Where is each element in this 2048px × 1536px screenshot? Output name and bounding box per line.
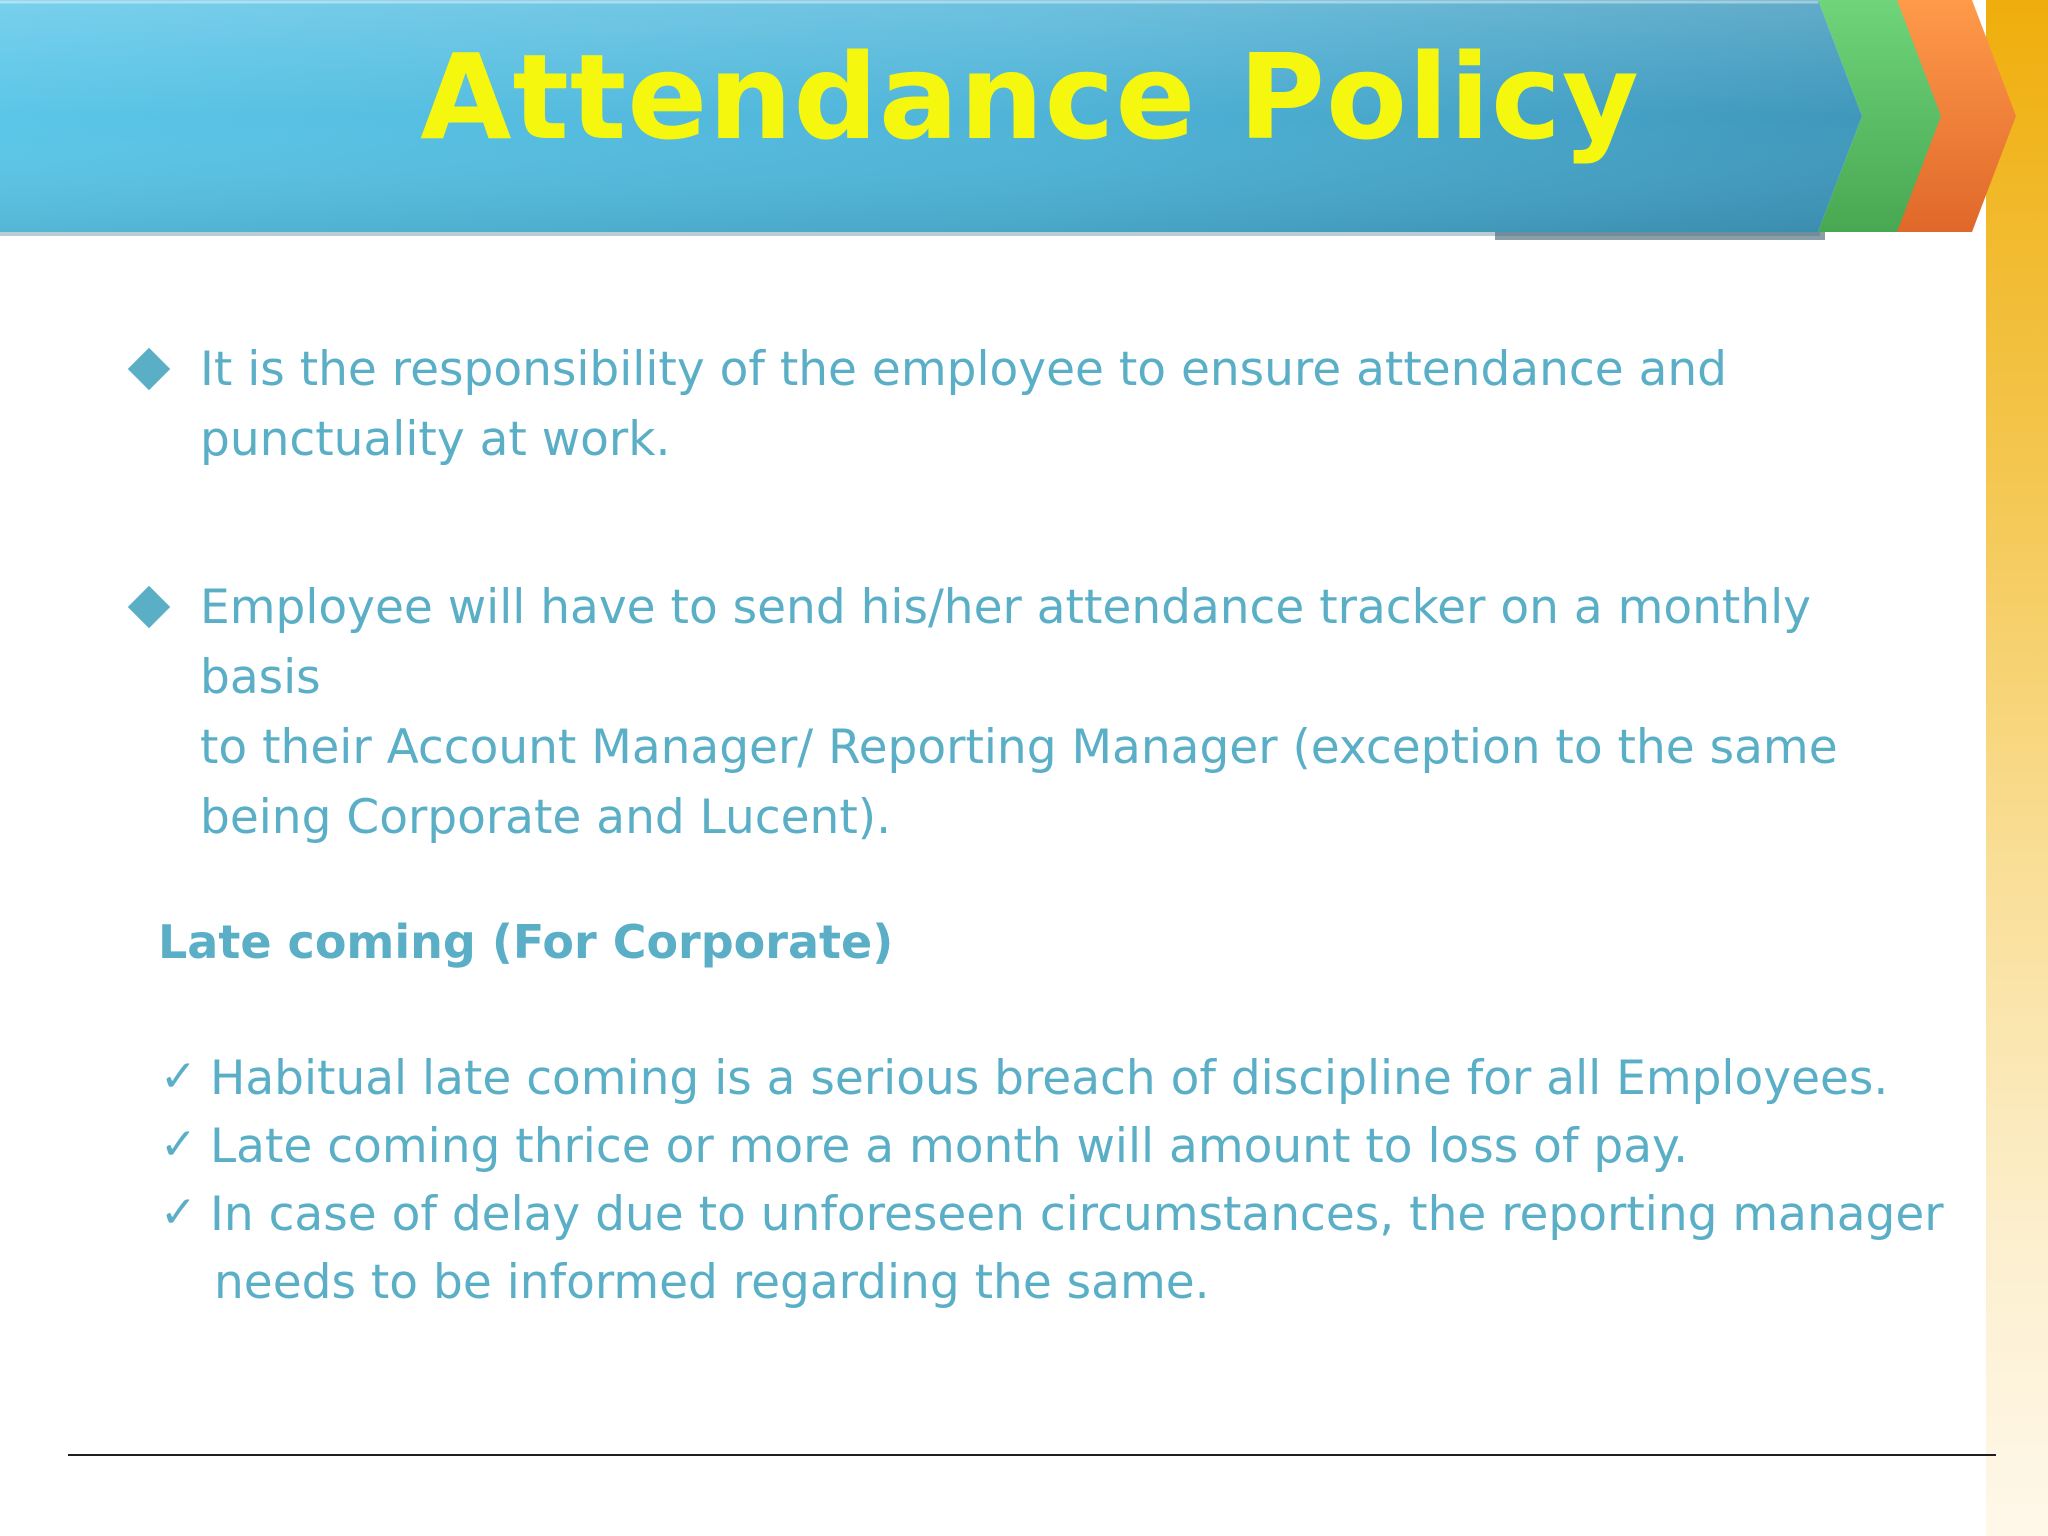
header-banner [0, 0, 2048, 250]
footer-divider [68, 1454, 1996, 1456]
bullet-line: Employee will have to send his/her attendance tracker on a monthly basis [200, 580, 1811, 705]
bullet-line: being Corporate and Lucent). [200, 790, 892, 845]
check-item: In case of delay due to unforeseen circumstances, the reporting manager [210, 1187, 1944, 1242]
check-icon: ✓ [160, 1051, 197, 1102]
bullet-line: to their Account Manager/ Reporting Manager (exception to the same [200, 720, 1838, 775]
check-item: Habitual late coming is a serious breach of discipline for all Employees. [210, 1051, 1889, 1106]
check-icon: ✓ [160, 1187, 197, 1238]
bullet-item [200, 335, 1940, 475]
diamond-icon [128, 586, 170, 628]
check-item: Late coming thrice or more a month will amount to loss of pay. [210, 1119, 1689, 1174]
bullet-line: It is the responsibility of the employee to ensure attendance and [200, 342, 1727, 397]
check-icon: ✓ [160, 1119, 197, 1170]
bullet-item [200, 573, 1940, 853]
bullet-line: punctuality at work. [200, 412, 671, 467]
slide-title: Attendance Policy [420, 28, 1640, 166]
section-heading: Late coming (For Corporate) [158, 915, 894, 969]
banner-shadow-line [0, 232, 1820, 236]
diamond-icon [128, 348, 170, 390]
check-item-continued: needs to be informed regarding the same. [214, 1255, 1210, 1310]
